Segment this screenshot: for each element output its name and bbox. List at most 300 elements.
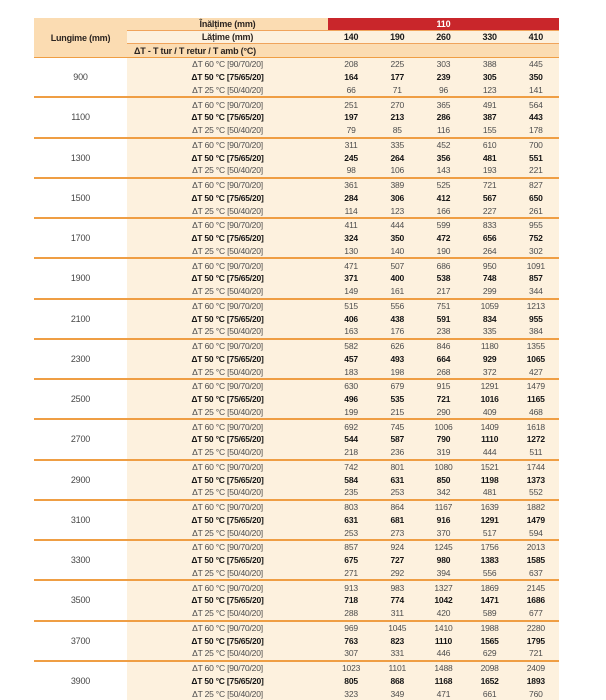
dt50-value-cell: 790 [420, 433, 466, 446]
dt25-row-label: ΔT 25 °C [50/40/20] [127, 607, 328, 620]
dt50-value-cell: 587 [374, 433, 420, 446]
dt25-value-cell: 319 [420, 446, 466, 459]
dt60-value-cell: 2013 [513, 541, 559, 554]
dt25-row-label: ΔT 25 °C [50/40/20] [127, 164, 328, 177]
width-header-label: Lățime (mm) [127, 31, 328, 44]
dt60-value-cell: 1023 [328, 662, 374, 675]
dt25-value-cell: 183 [328, 365, 374, 378]
table-row-group [34, 501, 559, 541]
dt50-value-cell: 1565 [467, 634, 513, 647]
dt50-value-cell: 868 [374, 675, 420, 688]
dt50-value-cell: 443 [513, 111, 559, 124]
dt25-value-cell: 427 [513, 365, 559, 378]
dt25-value-cell: 218 [328, 446, 374, 459]
dt60-value-cell: 801 [374, 461, 420, 474]
dt25-value-cell: 85 [374, 124, 420, 137]
dt25-value-cell: 261 [513, 204, 559, 217]
dt50-row-label: ΔT 50 °C [75/65/20] [127, 192, 328, 205]
dt50-value-cell: 350 [374, 232, 420, 245]
width-value-header: 410 [513, 31, 559, 44]
dt50-value-cell: 631 [374, 473, 420, 486]
table-row-group [34, 581, 559, 621]
dt60-value-cell: 969 [328, 622, 374, 635]
table-row-group [34, 58, 559, 98]
dt60-row-label: ΔT 60 °C [90/70/20] [127, 420, 328, 433]
height-value-band: 110 [328, 18, 559, 31]
dt25-value-cell: 271 [328, 567, 374, 580]
dt60-value-cell: 700 [513, 139, 559, 152]
dt60-value-cell: 564 [513, 98, 559, 111]
dt50-row-label: ΔT 50 °C [75/65/20] [127, 232, 328, 245]
dt50-row-label: ΔT 50 °C [75/65/20] [127, 594, 328, 607]
dt25-value-cell: 155 [467, 124, 513, 137]
dt60-row-label: ΔT 60 °C [90/70/20] [127, 461, 328, 474]
dt50-value-cell: 834 [467, 312, 513, 325]
dt50-value-cell: 774 [374, 594, 420, 607]
dt25-row-label: ΔT 25 °C [50/40/20] [127, 84, 328, 97]
dt60-value-cell: 803 [328, 501, 374, 514]
dt60-value-cell: 582 [328, 340, 374, 353]
dt60-value-cell: 1213 [513, 300, 559, 313]
dt50-value-cell: 371 [328, 272, 374, 285]
dt50-row-label: ΔT 50 °C [75/65/20] [127, 433, 328, 446]
dt25-value-cell: 71 [374, 84, 420, 97]
dt60-value-cell: 857 [328, 541, 374, 554]
height-header-label: Înălțime (mm) [127, 18, 328, 31]
dt50-row-label: ΔT 50 °C [75/65/20] [127, 272, 328, 285]
dt60-value-cell: 251 [328, 98, 374, 111]
dt50-value-cell: 857 [513, 272, 559, 285]
length-value: 900 [34, 58, 127, 96]
dt25-value-cell: 66 [328, 84, 374, 97]
dt25-value-cell: 471 [420, 687, 466, 700]
dt50-value-cell: 400 [374, 272, 420, 285]
dt60-value-cell: 491 [467, 98, 513, 111]
dt50-value-cell: 916 [420, 514, 466, 527]
length-value: 2300 [34, 340, 127, 378]
dt60-value-cell: 745 [374, 420, 420, 433]
dt60-row-label: ΔT 60 °C [90/70/20] [127, 259, 328, 272]
dt25-row-label: ΔT 25 °C [50/40/20] [127, 406, 328, 419]
dt50-value-cell: 656 [467, 232, 513, 245]
dt25-value-cell: 264 [467, 245, 513, 258]
dt60-value-cell: 846 [420, 340, 466, 353]
dt25-value-cell: 217 [420, 285, 466, 298]
dt50-value-cell: 805 [328, 675, 374, 688]
dt50-value-cell: 356 [420, 151, 466, 164]
dt25-value-cell: 637 [513, 567, 559, 580]
dt60-value-cell: 1882 [513, 501, 559, 514]
dt60-value-cell: 303 [420, 58, 466, 71]
dt60-value-cell: 2280 [513, 622, 559, 635]
dt50-value-cell: 1110 [467, 433, 513, 446]
dt60-row-label: ΔT 60 °C [90/70/20] [127, 219, 328, 232]
dt50-value-cell: 177 [374, 71, 420, 84]
dt25-value-cell: 141 [513, 84, 559, 97]
dt60-value-cell: 924 [374, 541, 420, 554]
dt25-row-label: ΔT 25 °C [50/40/20] [127, 647, 328, 660]
dt60-value-cell: 452 [420, 139, 466, 152]
dt60-value-cell: 361 [328, 179, 374, 192]
dt25-value-cell: 370 [420, 526, 466, 539]
dt50-value-cell: 591 [420, 312, 466, 325]
dt60-value-cell: 955 [513, 219, 559, 232]
dt25-value-cell: 394 [420, 567, 466, 580]
dt60-row-label: ΔT 60 °C [90/70/20] [127, 541, 328, 554]
dt60-value-cell: 1101 [374, 662, 420, 675]
dt50-row-label: ΔT 50 °C [75/65/20] [127, 554, 328, 567]
dt25-value-cell: 190 [420, 245, 466, 258]
dt25-value-cell: 149 [328, 285, 374, 298]
dt50-value-cell: 1585 [513, 554, 559, 567]
dt60-value-cell: 1006 [420, 420, 466, 433]
dt60-value-cell: 365 [420, 98, 466, 111]
dt50-value-cell: 748 [467, 272, 513, 285]
length-value: 2500 [34, 380, 127, 418]
dt50-value-cell: 496 [328, 393, 374, 406]
dt25-value-cell: 163 [328, 325, 374, 338]
dt25-value-cell: 140 [374, 245, 420, 258]
dt50-value-cell: 305 [467, 71, 513, 84]
dt50-value-cell: 1686 [513, 594, 559, 607]
dt25-row-label: ΔT 25 °C [50/40/20] [127, 486, 328, 499]
dt60-value-cell: 833 [467, 219, 513, 232]
dt60-row-label: ΔT 60 °C [90/70/20] [127, 380, 328, 393]
dt25-row-label: ΔT 25 °C [50/40/20] [127, 204, 328, 217]
dt60-value-cell: 1488 [420, 662, 466, 675]
dt60-row-label: ΔT 60 °C [90/70/20] [127, 58, 328, 71]
dt25-value-cell: 594 [513, 526, 559, 539]
dt60-row-label: ΔT 60 °C [90/70/20] [127, 139, 328, 152]
dt60-value-cell: 1869 [467, 581, 513, 594]
dt50-value-cell: 406 [328, 312, 374, 325]
dt50-value-cell: 980 [420, 554, 466, 567]
dt50-row-label: ΔT 50 °C [75/65/20] [127, 353, 328, 366]
dt25-value-cell: 130 [328, 245, 374, 258]
dt25-value-cell: 166 [420, 204, 466, 217]
dt60-value-cell: 1410 [420, 622, 466, 635]
dt25-value-cell: 292 [374, 567, 420, 580]
dt25-value-cell: 273 [374, 526, 420, 539]
dt25-value-cell: 114 [328, 204, 374, 217]
table-row-group [34, 662, 559, 700]
dt50-value-cell: 850 [420, 473, 466, 486]
dt60-value-cell: 751 [420, 300, 466, 313]
width-value-header: 330 [467, 31, 513, 44]
dt25-value-cell: 721 [513, 647, 559, 660]
length-value: 2100 [34, 300, 127, 338]
dt25-value-cell: 238 [420, 325, 466, 338]
dt25-value-cell: 236 [374, 446, 420, 459]
dt25-value-cell: 481 [467, 486, 513, 499]
dt60-value-cell: 1744 [513, 461, 559, 474]
dt50-value-cell: 1652 [467, 675, 513, 688]
dt60-value-cell: 270 [374, 98, 420, 111]
dt25-row-label: ΔT 25 °C [50/40/20] [127, 245, 328, 258]
length-value: 3700 [34, 622, 127, 660]
dt25-value-cell: 178 [513, 124, 559, 137]
dt50-row-label: ΔT 50 °C [75/65/20] [127, 393, 328, 406]
table-body [34, 58, 559, 700]
dt50-row-label: ΔT 50 °C [75/65/20] [127, 675, 328, 688]
dt50-row-label: ΔT 50 °C [75/65/20] [127, 151, 328, 164]
dt60-value-cell: 507 [374, 259, 420, 272]
dt50-value-cell: 544 [328, 433, 374, 446]
table-header [34, 18, 559, 58]
table-row-group [34, 622, 559, 662]
dt25-row-label: ΔT 25 °C [50/40/20] [127, 687, 328, 700]
dt50-value-cell: 1373 [513, 473, 559, 486]
dt60-value-cell: 1355 [513, 340, 559, 353]
dt60-value-cell: 679 [374, 380, 420, 393]
dt25-value-cell: 589 [467, 607, 513, 620]
dt60-value-cell: 1479 [513, 380, 559, 393]
dt25-value-cell: 253 [374, 486, 420, 499]
dt50-value-cell: 1272 [513, 433, 559, 446]
dt50-value-cell: 197 [328, 111, 374, 124]
width-value-header: 140 [328, 31, 374, 44]
dt50-value-cell: 664 [420, 353, 466, 366]
dt60-value-cell: 950 [467, 259, 513, 272]
dt50-row-label: ΔT 50 °C [75/65/20] [127, 514, 328, 527]
dt25-value-cell: 677 [513, 607, 559, 620]
width-value-header: 260 [420, 31, 466, 44]
table-row-group [34, 541, 559, 581]
dt25-value-cell: 198 [374, 365, 420, 378]
dt25-value-cell: 116 [420, 124, 466, 137]
dt60-value-cell: 556 [374, 300, 420, 313]
dt25-value-cell: 556 [467, 567, 513, 580]
dt25-value-cell: 176 [374, 325, 420, 338]
dt25-value-cell: 161 [374, 285, 420, 298]
dt60-value-cell: 471 [328, 259, 374, 272]
dt60-value-cell: 1639 [467, 501, 513, 514]
dt50-value-cell: 264 [374, 151, 420, 164]
dt25-value-cell: 193 [467, 164, 513, 177]
dt25-value-cell: 384 [513, 325, 559, 338]
dt50-value-cell: 584 [328, 473, 374, 486]
dt50-value-cell: 1383 [467, 554, 513, 567]
dt60-value-cell: 599 [420, 219, 466, 232]
dt60-row-label: ΔT 60 °C [90/70/20] [127, 179, 328, 192]
dt50-value-cell: 412 [420, 192, 466, 205]
dt25-value-cell: 235 [328, 486, 374, 499]
dt60-value-cell: 1059 [467, 300, 513, 313]
dt25-value-cell: 215 [374, 406, 420, 419]
dt25-value-cell: 517 [467, 526, 513, 539]
length-value: 1100 [34, 98, 127, 136]
dt60-value-cell: 721 [467, 179, 513, 192]
dt25-value-cell: 299 [467, 285, 513, 298]
dt50-row-label: ΔT 50 °C [75/65/20] [127, 634, 328, 647]
dt60-value-cell: 1756 [467, 541, 513, 554]
dt25-row-label: ΔT 25 °C [50/40/20] [127, 526, 328, 539]
dt60-row-label: ΔT 60 °C [90/70/20] [127, 300, 328, 313]
dt25-value-cell: 344 [513, 285, 559, 298]
dt50-value-cell: 1291 [467, 514, 513, 527]
dt60-value-cell: 311 [328, 139, 374, 152]
dt50-value-cell: 457 [328, 353, 374, 366]
dt50-value-cell: 752 [513, 232, 559, 245]
dt60-value-cell: 208 [328, 58, 374, 71]
dt25-value-cell: 199 [328, 406, 374, 419]
dt50-value-cell: 481 [467, 151, 513, 164]
dt60-value-cell: 2098 [467, 662, 513, 675]
dt60-value-cell: 444 [374, 219, 420, 232]
dt25-value-cell: 409 [467, 406, 513, 419]
dt50-value-cell: 472 [420, 232, 466, 245]
table-row-group [34, 179, 559, 219]
table-row-group [34, 300, 559, 340]
dt50-value-cell: 681 [374, 514, 420, 527]
dt50-value-cell: 721 [420, 393, 466, 406]
width-value-header: 190 [374, 31, 420, 44]
table-row-group [34, 461, 559, 501]
dt50-row-label: ΔT 50 °C [75/65/20] [127, 111, 328, 124]
dt60-value-cell: 515 [328, 300, 374, 313]
dt25-value-cell: 661 [467, 687, 513, 700]
dt50-value-cell: 1479 [513, 514, 559, 527]
dt60-row-label: ΔT 60 °C [90/70/20] [127, 622, 328, 635]
dt50-value-cell: 763 [328, 634, 374, 647]
dt60-row-label: ΔT 60 °C [90/70/20] [127, 581, 328, 594]
dt25-value-cell: 221 [513, 164, 559, 177]
dt25-row-label: ΔT 25 °C [50/40/20] [127, 567, 328, 580]
dt60-value-cell: 983 [374, 581, 420, 594]
dt60-value-cell: 626 [374, 340, 420, 353]
dt60-value-cell: 686 [420, 259, 466, 272]
dt25-value-cell: 629 [467, 647, 513, 660]
dt50-value-cell: 306 [374, 192, 420, 205]
dt50-value-cell: 284 [328, 192, 374, 205]
dt60-value-cell: 225 [374, 58, 420, 71]
dt25-value-cell: 342 [420, 486, 466, 499]
dt50-value-cell: 213 [374, 111, 420, 124]
length-value: 3300 [34, 541, 127, 579]
dt50-value-cell: 239 [420, 71, 466, 84]
dt50-value-cell: 823 [374, 634, 420, 647]
dt25-value-cell: 420 [420, 607, 466, 620]
dt50-value-cell: 718 [328, 594, 374, 607]
dt50-value-cell: 493 [374, 353, 420, 366]
dt60-value-cell: 1080 [420, 461, 466, 474]
dt25-value-cell: 143 [420, 164, 466, 177]
dt50-value-cell: 1016 [467, 393, 513, 406]
dt60-value-cell: 915 [420, 380, 466, 393]
dt50-value-cell: 1198 [467, 473, 513, 486]
dt50-value-cell: 1893 [513, 675, 559, 688]
length-column-header: Lungime (mm) [34, 18, 127, 57]
dt60-value-cell: 1618 [513, 420, 559, 433]
dt25-row-label: ΔT 25 °C [50/40/20] [127, 446, 328, 459]
dt50-value-cell: 727 [374, 554, 420, 567]
dt60-value-cell: 630 [328, 380, 374, 393]
dt60-value-cell: 610 [467, 139, 513, 152]
dt50-value-cell: 324 [328, 232, 374, 245]
dt50-value-cell: 1110 [420, 634, 466, 647]
dt60-value-cell: 1180 [467, 340, 513, 353]
length-value: 3500 [34, 581, 127, 619]
dt50-value-cell: 164 [328, 71, 374, 84]
dt50-value-cell: 955 [513, 312, 559, 325]
dt50-value-cell: 245 [328, 151, 374, 164]
length-value: 1300 [34, 139, 127, 177]
table-row-group [34, 139, 559, 179]
table-row-group [34, 259, 559, 299]
dt60-value-cell: 411 [328, 219, 374, 232]
dt25-value-cell: 106 [374, 164, 420, 177]
length-value: 1900 [34, 259, 127, 297]
dt25-value-cell: 98 [328, 164, 374, 177]
dt50-value-cell: 286 [420, 111, 466, 124]
dt25-row-label: ΔT 25 °C [50/40/20] [127, 285, 328, 298]
dt50-value-cell: 1471 [467, 594, 513, 607]
dt50-value-cell: 1168 [420, 675, 466, 688]
dt60-value-cell: 827 [513, 179, 559, 192]
dt50-value-cell: 535 [374, 393, 420, 406]
dt60-value-cell: 1045 [374, 622, 420, 635]
dt25-value-cell: 552 [513, 486, 559, 499]
dt60-value-cell: 1988 [467, 622, 513, 635]
length-value: 2900 [34, 461, 127, 499]
length-value: 1700 [34, 219, 127, 257]
dt50-value-cell: 929 [467, 353, 513, 366]
dt50-row-label: ΔT 50 °C [75/65/20] [127, 312, 328, 325]
dt25-value-cell: 760 [513, 687, 559, 700]
dt25-row-label: ΔT 25 °C [50/40/20] [127, 325, 328, 338]
dt60-value-cell: 1167 [420, 501, 466, 514]
dt25-row-label: ΔT 25 °C [50/40/20] [127, 124, 328, 137]
table-row-group [34, 380, 559, 420]
dt25-value-cell: 290 [420, 406, 466, 419]
dt25-value-cell: 288 [328, 607, 374, 620]
dt60-value-cell: 335 [374, 139, 420, 152]
dt25-value-cell: 331 [374, 647, 420, 660]
dt25-value-cell: 79 [328, 124, 374, 137]
table-row-group [34, 340, 559, 380]
dt25-value-cell: 511 [513, 446, 559, 459]
dt50-row-label: ΔT 50 °C [75/65/20] [127, 473, 328, 486]
dt25-value-cell: 444 [467, 446, 513, 459]
dt60-value-cell: 445 [513, 58, 559, 71]
dt60-value-cell: 1409 [467, 420, 513, 433]
dt60-value-cell: 389 [374, 179, 420, 192]
dt60-row-label: ΔT 60 °C [90/70/20] [127, 501, 328, 514]
table-row-group [34, 219, 559, 259]
length-value: 3900 [34, 662, 127, 700]
dt25-value-cell: 302 [513, 245, 559, 258]
dt60-value-cell: 1521 [467, 461, 513, 474]
dt60-value-cell: 742 [328, 461, 374, 474]
length-value: 3100 [34, 501, 127, 539]
dt60-value-cell: 913 [328, 581, 374, 594]
dt50-value-cell: 1795 [513, 634, 559, 647]
table-row-group [34, 98, 559, 138]
length-value: 1500 [34, 179, 127, 217]
dt50-value-cell: 538 [420, 272, 466, 285]
length-value: 2700 [34, 420, 127, 458]
dt25-value-cell: 446 [420, 647, 466, 660]
dt50-value-cell: 675 [328, 554, 374, 567]
dt25-value-cell: 468 [513, 406, 559, 419]
dt60-row-label: ΔT 60 °C [90/70/20] [127, 98, 328, 111]
dt25-value-cell: 123 [467, 84, 513, 97]
dt50-row-label: ΔT 50 °C [75/65/20] [127, 71, 328, 84]
dt60-value-cell: 1327 [420, 581, 466, 594]
dt25-value-cell: 311 [374, 607, 420, 620]
dt50-value-cell: 650 [513, 192, 559, 205]
dt25-value-cell: 123 [374, 204, 420, 217]
